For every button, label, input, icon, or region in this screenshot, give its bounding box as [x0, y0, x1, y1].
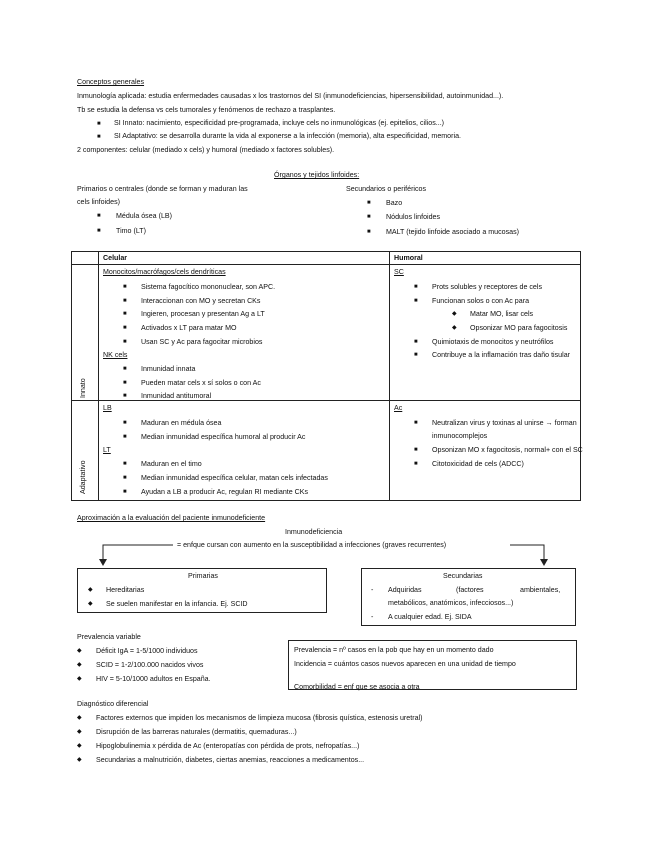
bullet-square-icon: ■	[123, 461, 127, 467]
secundarias-item: A cualquier edad. Ej. SIDA	[388, 613, 472, 621]
bullet-square-icon: ■	[123, 339, 127, 345]
primarias-item: Hereditarias	[106, 586, 145, 594]
bullet-square-icon: ■	[123, 311, 127, 317]
general-bullet-1: SI Innato: nacimiento, especificidad pre-programada, incluye cels no inmunológicas (ej. epitelios, cilios...)	[114, 119, 445, 127]
primary-item: Médula ósea (LB)	[116, 212, 172, 220]
secundarias-item-cont: metabólicos, anatómicos, infecciosos...)	[388, 599, 514, 607]
group-title-ac: Ac	[394, 404, 403, 412]
column-header-celular: Celular	[103, 254, 128, 262]
differential-item: Secundarias a malnutrición, diabetes, ciertas anemias, reacciones a medicamentos...	[96, 756, 365, 764]
column-header-humoral: Humoral	[394, 254, 423, 262]
bullet-square-icon: ■	[414, 352, 418, 358]
bullet-square-icon: ■	[123, 420, 127, 426]
bullet-square-icon: ■	[414, 461, 418, 467]
bullet-square-icon: ■	[97, 121, 101, 127]
secundarias-word: (factores	[456, 586, 484, 594]
definition-comorbilidad: Comorbilidad = enf que se asocia a otra	[294, 683, 420, 691]
secondary-item: Bazo	[386, 199, 403, 207]
bullet-square-icon: ■	[123, 489, 127, 495]
table-item: Opsonizan MO x fagocitosis, normal+ con el SC	[432, 446, 583, 454]
section-heading-aproximacion: Aproximación a la evaluación del paciente inmunodeficiente	[77, 514, 266, 522]
bullet-square-icon: ■	[367, 200, 371, 206]
secundarias-word: Adquiridas	[388, 586, 422, 594]
connector-right	[510, 545, 544, 561]
diamond-bullet-icon: ◆	[77, 729, 82, 735]
general-line-1: Inmunología aplicada: estudia enfermedades causadas x los trastornos del SI (inmunodeficiencias, hipersensibilidad, autoinmunidad...).	[77, 92, 504, 100]
group-title-lb: LB	[103, 404, 112, 412]
bullet-square-icon: ■	[123, 298, 127, 304]
table-subitem: Opsonizar MO para fagocitosis	[470, 324, 568, 332]
table-subitem: Matar MO, lisar cels	[470, 310, 534, 318]
table-item: Ingieren, procesan y presentan Ag a LT	[141, 310, 265, 318]
differential-title: Diagnóstico diferencial	[77, 700, 149, 708]
bullet-square-icon: ■	[123, 325, 127, 331]
bullet-square-icon: ■	[97, 228, 101, 234]
row-header-adaptativo: Adaptativo	[79, 460, 87, 494]
secundarias-word: ambientales,	[520, 586, 561, 594]
bullet-square-icon: ■	[97, 213, 101, 219]
primary-item: Timo (LT)	[116, 227, 146, 235]
diamond-bullet-icon: ◆	[452, 311, 457, 317]
diamond-bullet-icon: ◆	[77, 715, 82, 721]
row-header-innato: Innato	[79, 378, 87, 398]
general-line-3: 2 componentes: celular (mediado x cels) y humoral (mediado x factores solubles).	[77, 146, 335, 154]
table-item: Contribuye a la inflamación tras daño tisular	[432, 351, 571, 359]
arrow-down-icon	[540, 559, 548, 566]
table-item: Usan SC y Ac para fagocitar microbios	[141, 338, 263, 346]
bullet-square-icon: ■	[414, 339, 418, 345]
diagram-title: Inmunodeficiencia	[285, 528, 343, 536]
general-line-2: Tb se estudia la defensa vs cels tumorales y fenómenos de rechazo a trasplantes.	[77, 106, 336, 114]
table-item: Quimiotaxis de monocitos y neutrófilos	[432, 338, 554, 346]
prevalence-title: Prevalencia variable	[77, 633, 141, 641]
differential-item: Factores externos que impiden los mecanismos de limpieza mucosa (fibrosis quística, estenosis uretral)	[96, 714, 423, 722]
bullet-square-icon: ■	[123, 284, 127, 290]
table-item: Interaccionan con MO y secretan CKs	[141, 297, 261, 305]
table-item-cont: inmunocomplejos	[432, 432, 488, 440]
bullet-square-icon: ■	[367, 229, 371, 235]
bullet-square-icon: ■	[414, 447, 418, 453]
table-item: Citotoxicidad de cels (ADCC)	[432, 460, 524, 468]
group-title-sc: SC	[394, 268, 404, 276]
diamond-bullet-icon: ◆	[88, 601, 93, 607]
diamond-bullet-icon: ◆	[77, 743, 82, 749]
dash-icon: -	[371, 586, 374, 594]
table-item: Median inmunidad específica humoral al producir Ac	[141, 433, 306, 441]
diamond-bullet-icon: ◆	[77, 648, 82, 654]
prevalence-item: SCID = 1-2/100.000 nacidos vivos	[96, 661, 204, 669]
table-item: Inmunidad innata	[141, 365, 196, 373]
secondary-title: Secundarios o periféricos	[346, 185, 427, 193]
definition-incidencia: Incidencia = cuántos casos nuevos aparecen en una unidad de tiempo	[294, 660, 516, 668]
group-title-nk: NK cels	[103, 351, 128, 359]
table-item: Sistema fagocítico mononuclear, son APC.	[141, 283, 276, 291]
bullet-square-icon: ■	[414, 284, 418, 290]
diamond-bullet-icon: ◆	[77, 662, 82, 668]
differential-item: Disrupción de las barreras naturales (dermatitis, quemaduras...)	[96, 728, 297, 736]
general-bullet-2: SI Adaptativo: se desarrolla durante la vida al exponerse a la infección (memoria), alta especificidad, memoria.	[114, 132, 461, 140]
primary-title: Primarios o centrales (donde se forman y maduran las	[77, 185, 248, 193]
primary-title-cont: cels linfoides)	[77, 198, 120, 206]
bullet-square-icon: ■	[123, 434, 127, 440]
bullet-square-icon: ■	[97, 134, 101, 140]
group-title-monocitos: Monocitos/macrófagos/cels dendríticas	[103, 268, 226, 276]
table-item: Prots solubles y receptores de cels	[432, 283, 543, 291]
table-item: Neutralizan virus y toxinas al unirse → forman	[432, 419, 577, 427]
bullet-square-icon: ■	[414, 420, 418, 426]
diamond-bullet-icon: ◆	[88, 587, 93, 593]
table-item: Inmunidad antitumoral	[141, 392, 212, 400]
differential-item: Hipoglobulinemia x pérdida de Ac (enteropatías con pérdida de prots, nefropatías...)	[96, 742, 360, 750]
table-item: Ayudan a LB a producir Ac, regulan RI mediante CKs	[141, 488, 309, 496]
bullet-square-icon: ■	[123, 393, 127, 399]
diamond-bullet-icon: ◆	[77, 676, 82, 682]
arrow-down-icon	[99, 559, 107, 566]
connector-left	[103, 545, 173, 561]
table-item: Funcionan solos o con Ac para	[432, 297, 530, 305]
secondary-item: Nódulos linfoides	[386, 213, 441, 221]
bullet-square-icon: ■	[123, 475, 127, 481]
section-heading-organos: Órganos y tejidos linfoides:	[274, 171, 360, 179]
table-item: Maduran en el timo	[141, 460, 202, 468]
bullet-square-icon: ■	[367, 214, 371, 220]
table-item: Median inmunidad específica celular, matan cels infectadas	[141, 474, 328, 482]
table-item: Pueden matar cels x sí solos o con Ac	[141, 379, 261, 387]
bullet-square-icon: ■	[123, 380, 127, 386]
bullet-square-icon: ■	[123, 366, 127, 372]
dash-icon: -	[371, 613, 374, 621]
bullet-square-icon: ■	[414, 298, 418, 304]
group-title-lt: LT	[103, 446, 111, 454]
diamond-bullet-icon: ◆	[77, 757, 82, 763]
table-item: Maduran en médula ósea	[141, 419, 222, 427]
table-item: Activados x LT para matar MO	[141, 324, 237, 332]
secundarias-title: Secundarias	[443, 572, 483, 580]
secondary-item: MALT (tejido linfoide asociado a mucosas)	[386, 228, 520, 236]
section-heading-conceptos: Conceptos generales	[77, 78, 145, 86]
primarias-item: Se suelen manifestar en la infancia. Ej. SCID	[106, 600, 248, 608]
diagram-subtitle: = enfque cursan con aumento en la susceptibilidad a infecciones (graves recurrentes)	[177, 541, 447, 549]
prevalence-item: HIV = 5-10/1000 adultos en España.	[96, 675, 211, 683]
primarias-title: Primarias	[188, 572, 218, 580]
prevalence-item: Déficit IgA = 1-5/1000 individuos	[96, 647, 198, 655]
definition-prevalencia: Prevalencia = nº casos en la pob que hay en un momento dado	[294, 646, 494, 654]
diamond-bullet-icon: ◆	[452, 325, 457, 331]
